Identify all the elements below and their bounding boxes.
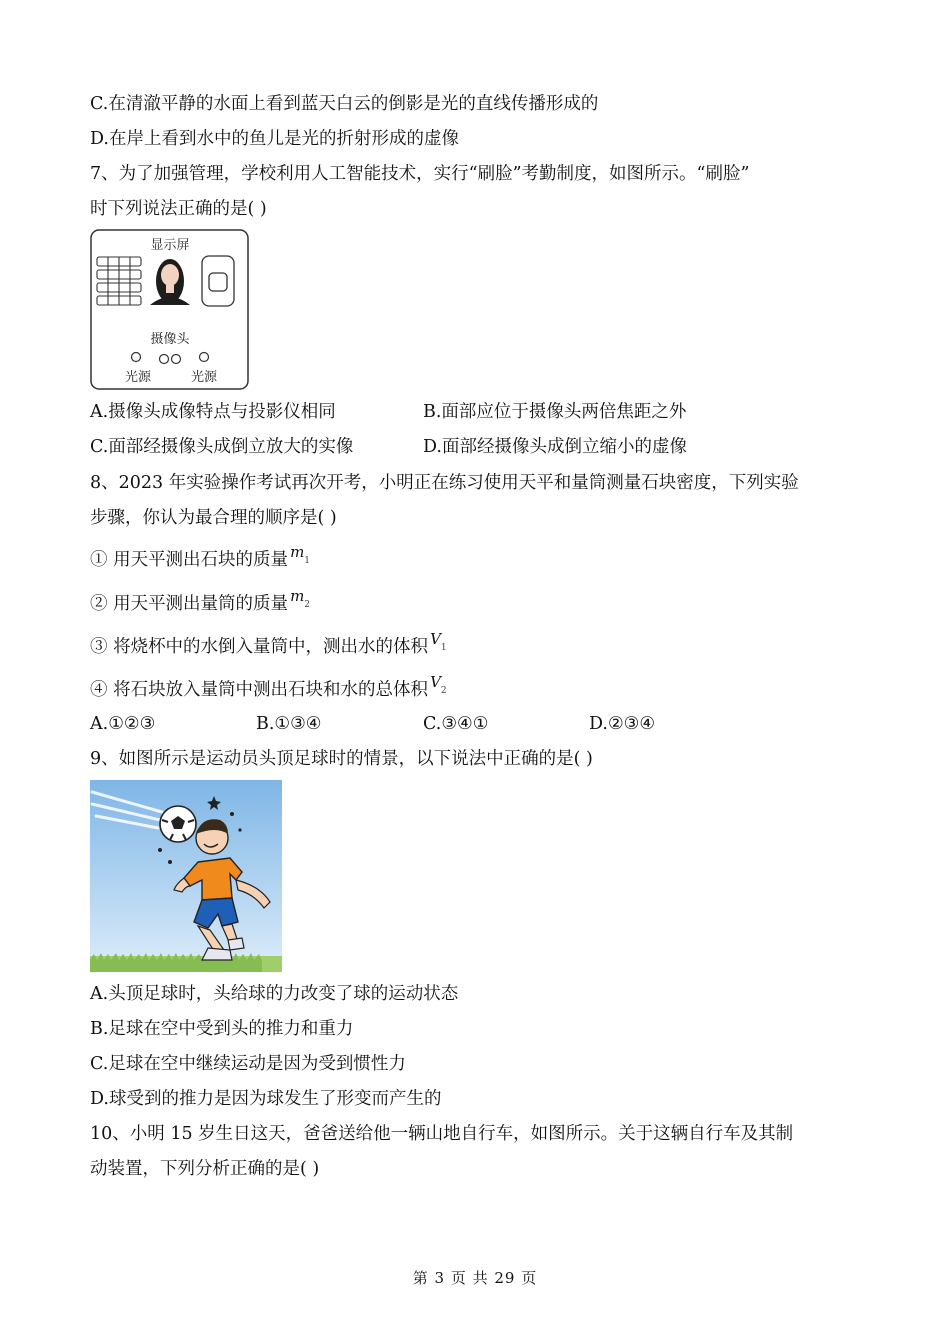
q8-stem-line2: 步骤，你认为最合理的顺序是( ) <box>90 508 337 528</box>
q8-step-2: ② 用天平测出量筒的质量 m2 <box>90 587 311 614</box>
screen-label: 显示屏 <box>150 238 190 253</box>
q8-option-a: A.①②③ <box>90 714 156 734</box>
q10-stem-line2: 动装置，下列分析正确的是( ) <box>90 1159 320 1179</box>
q8-option-b: B.①③④ <box>256 714 322 734</box>
q9-option-c: C.足球在空中继续运动是因为受到惯性力 <box>90 1054 406 1074</box>
q9-option-b: B.足球在空中受到头的推力和重力 <box>90 1019 354 1039</box>
q6-option-c: C.在清澈平静的水面上看到蓝天白云的倒影是光的直线传播形成的 <box>90 94 599 114</box>
q7-stem-line2: 时下列说法正确的是( ) <box>90 199 267 219</box>
light-source-left-label: 光源 <box>124 370 152 385</box>
q8-step-4: ④ 将石块放入量筒中测出石块和水的总体积 V2 <box>90 673 447 700</box>
q7-option-b: B.面部应位于摄像头两倍焦距之外 <box>423 402 687 422</box>
soccer-ball <box>160 806 196 842</box>
light-source-right-label: 光源 <box>190 370 218 385</box>
q7-option-a: A.摄像头成像特点与投影仪相同 <box>90 402 336 422</box>
page-footer: 第 3 页 共 29 页 <box>412 1269 538 1287</box>
q8-option-c: C.③④① <box>423 714 489 734</box>
q10-stem-line1: 10、小明 15 岁生日这天，爸爸送给他一辆山地自行车，如图所示。关于这辆自行车及其制 <box>90 1124 794 1144</box>
header-soccer-figure <box>90 780 282 972</box>
face-scan-device-figure <box>90 229 250 391</box>
q8-option-d: D.②③④ <box>589 714 656 734</box>
q9-option-a: A.头顶足球时，头给球的力改变了球的运动状态 <box>90 984 459 1004</box>
q8-stem-line1: 8、2023 年实验操作考试再次开考，小明正在练习使用天平和量筒测量石块密度，下列实验 <box>90 473 799 493</box>
q7-option-c: C.面部经摄像头成倒立放大的实像 <box>90 437 354 457</box>
q8-step-1: ① 用天平测出石块的质量 m1 <box>90 543 311 570</box>
q8-step-3: ③ 将烧杯中的水倒入量筒中，测出水的体积 V1 <box>90 630 447 657</box>
q6-option-d: D.在岸上看到水中的鱼儿是光的折射形成的虚像 <box>90 129 459 149</box>
q9-stem: 9、如图所示是运动员头顶足球时的情景，以下说法中正确的是( ) <box>90 749 593 769</box>
camera-label: 摄像头 <box>150 332 190 347</box>
q7-stem-line1: 7、为了加强管理，学校利用人工智能技术，实行“刷脸”考勤制度，如图所示。“刷脸” <box>90 164 750 184</box>
q7-option-d: D.面部经摄像头成倒立缩小的虚像 <box>423 437 687 457</box>
q9-option-d: D.球受到的推力是因为球发生了形变而产生的 <box>90 1089 442 1109</box>
